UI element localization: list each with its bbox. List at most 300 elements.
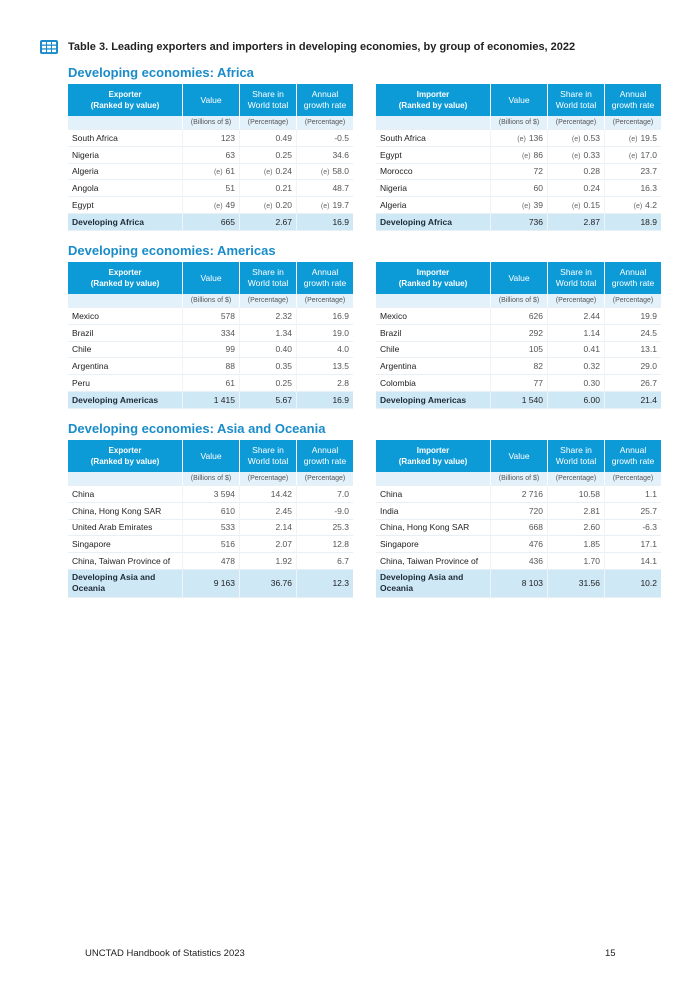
economy-name: Egypt xyxy=(68,197,182,214)
economy-name: United Arab Emirates xyxy=(68,520,182,537)
total-row xyxy=(68,392,353,409)
total-value: 1 415 xyxy=(182,392,239,409)
economy-name: China, Taiwan Province of xyxy=(376,553,490,570)
growth-text: 19.0 xyxy=(332,327,349,338)
growth-text: 12.8 xyxy=(332,539,349,550)
estimate-flag: (e) xyxy=(320,203,330,211)
value-cell xyxy=(490,342,547,359)
growth-text: 17.0 xyxy=(640,149,657,160)
header-growth: Annual growth rate xyxy=(604,84,661,116)
estimate-flag: (e) xyxy=(628,135,638,143)
header-exporter: Exporter (Ranked by value) xyxy=(68,262,182,294)
economy-name: Morocco xyxy=(376,164,490,181)
table-row xyxy=(376,147,661,164)
table-row xyxy=(376,308,661,325)
total-row xyxy=(376,570,661,598)
total-value: 8 103 xyxy=(490,570,547,598)
growth-text: -0.5 xyxy=(334,132,349,143)
value-text: 60 xyxy=(533,183,543,194)
growth-text: 6.7 xyxy=(337,556,349,567)
value-cell xyxy=(182,375,239,392)
table-row xyxy=(376,503,661,520)
share-cell xyxy=(547,358,604,375)
value-cell xyxy=(182,342,239,359)
share-text: 1.85 xyxy=(583,539,600,550)
growth-text: 4.0 xyxy=(337,344,349,355)
economy-name: Mexico xyxy=(68,308,182,325)
table-row xyxy=(68,486,353,503)
growth-cell xyxy=(604,130,661,147)
growth-cell xyxy=(604,503,661,520)
value-text: 123 xyxy=(220,132,235,143)
table-row xyxy=(68,503,353,520)
value-text: 334 xyxy=(220,327,235,338)
table-icon xyxy=(40,40,58,54)
growth-text: 19.7 xyxy=(332,200,349,211)
value-text: 668 xyxy=(528,522,543,533)
total-name: Developing Americas xyxy=(376,392,490,409)
share-text: 2.45 xyxy=(275,505,292,516)
value-cell xyxy=(182,180,239,197)
table-row xyxy=(68,308,353,325)
total-growth: 16.9 xyxy=(296,214,353,231)
share-text: 0.32 xyxy=(583,361,600,372)
growth-text: 16.9 xyxy=(332,310,349,321)
header-value: Value xyxy=(182,440,239,472)
economy-name: Nigeria xyxy=(376,180,490,197)
estimate-flag: (e) xyxy=(571,152,581,160)
value-text: 88 xyxy=(225,361,235,372)
exporters-table xyxy=(68,440,353,598)
value-cell xyxy=(490,553,547,570)
estimate-flag: (e) xyxy=(263,169,273,177)
economy-name: Colombia xyxy=(376,375,490,392)
header-exporter: Exporter (Ranked by value) xyxy=(68,440,182,472)
value-cell xyxy=(182,147,239,164)
share-cell xyxy=(547,536,604,553)
total-value: 736 xyxy=(490,214,547,231)
header-share: Share in World total xyxy=(239,262,296,294)
growth-cell xyxy=(296,130,353,147)
value-cell xyxy=(182,553,239,570)
share-text: 0.21 xyxy=(275,183,292,194)
table-row xyxy=(68,536,353,553)
exporters-table xyxy=(68,262,353,409)
growth-text: 17.1 xyxy=(640,539,657,550)
economy-name: Chile xyxy=(68,342,182,359)
value-cell xyxy=(490,180,547,197)
table-row xyxy=(376,553,661,570)
growth-text: 14.1 xyxy=(640,556,657,567)
value-cell xyxy=(182,308,239,325)
share-cell xyxy=(547,308,604,325)
total-growth: 12.3 xyxy=(296,570,353,598)
value-cell xyxy=(182,520,239,537)
share-cell xyxy=(547,553,604,570)
estimate-flag: (e) xyxy=(633,203,643,211)
header-share: Share in World total xyxy=(547,440,604,472)
share-text: 1.92 xyxy=(275,556,292,567)
value-text: 2 716 xyxy=(521,488,543,499)
value-text: 610 xyxy=(220,505,235,516)
total-name: Developing Africa xyxy=(68,214,182,231)
unit-value: (Billions of $) xyxy=(182,116,239,130)
value-text: 63 xyxy=(225,149,235,160)
value-text: 136 xyxy=(528,132,543,143)
growth-text: 34.6 xyxy=(332,149,349,160)
value-text: 516 xyxy=(220,539,235,550)
total-value: 665 xyxy=(182,214,239,231)
unit-value: (Billions of $) xyxy=(182,472,239,486)
growth-text: 58.0 xyxy=(332,166,349,177)
share-text: 10.58 xyxy=(578,488,600,499)
growth-text: 24.5 xyxy=(640,327,657,338)
unit-growth: (Percentage) xyxy=(604,294,661,308)
growth-cell xyxy=(296,180,353,197)
importers-table xyxy=(376,440,661,598)
total-share: 6.00 xyxy=(547,392,604,409)
growth-cell xyxy=(604,325,661,342)
table-row xyxy=(68,342,353,359)
economy-name: India xyxy=(376,503,490,520)
share-cell xyxy=(547,147,604,164)
economy-name: China, Hong Kong SAR xyxy=(68,503,182,520)
value-cell xyxy=(490,358,547,375)
growth-cell xyxy=(296,164,353,181)
footer-publication: UNCTAD Handbook of Statistics 2023 xyxy=(85,948,245,959)
table-row xyxy=(68,520,353,537)
share-text: 0.41 xyxy=(583,344,600,355)
economy-name: China, Taiwan Province of xyxy=(68,553,182,570)
total-row xyxy=(376,392,661,409)
table-row xyxy=(376,164,661,181)
growth-text: -9.0 xyxy=(334,505,349,516)
estimate-flag: (e) xyxy=(263,203,273,211)
share-text: 2.32 xyxy=(275,310,292,321)
growth-text: 16.3 xyxy=(640,183,657,194)
total-share: 2.87 xyxy=(547,214,604,231)
share-cell xyxy=(547,520,604,537)
economy-name: China, Hong Kong SAR xyxy=(376,520,490,537)
value-cell xyxy=(490,130,547,147)
share-text: 0.25 xyxy=(275,378,292,389)
unit-share: (Percentage) xyxy=(547,294,604,308)
value-text: 105 xyxy=(528,344,543,355)
growth-cell xyxy=(604,308,661,325)
estimate-flag: (e) xyxy=(213,203,223,211)
growth-text: 23.7 xyxy=(640,166,657,177)
exporters-table xyxy=(68,84,353,231)
header-share: Share in World total xyxy=(547,262,604,294)
growth-cell xyxy=(604,553,661,570)
header-share: Share in World total xyxy=(547,84,604,116)
growth-cell xyxy=(296,342,353,359)
unit-share: (Percentage) xyxy=(239,472,296,486)
economy-name: Angola xyxy=(68,180,182,197)
share-text: 0.33 xyxy=(583,149,600,160)
share-cell xyxy=(547,180,604,197)
growth-cell xyxy=(296,503,353,520)
table-row xyxy=(68,130,353,147)
value-cell xyxy=(490,375,547,392)
economy-name: Chile xyxy=(376,342,490,359)
share-text: 0.20 xyxy=(275,200,292,211)
share-cell xyxy=(239,503,296,520)
value-text: 3 594 xyxy=(213,488,235,499)
unit-share: (Percentage) xyxy=(547,116,604,130)
table-row xyxy=(376,536,661,553)
table-row xyxy=(68,180,353,197)
estimate-flag: (e) xyxy=(517,135,526,143)
table-row xyxy=(68,358,353,375)
table-row xyxy=(68,375,353,392)
importers-table xyxy=(376,262,661,409)
header-growth: Annual growth rate xyxy=(296,440,353,472)
economy-name: Peru xyxy=(68,375,182,392)
share-cell xyxy=(547,325,604,342)
share-text: 0.28 xyxy=(583,166,600,177)
estimate-flag: (e) xyxy=(521,203,531,211)
share-text: 1.34 xyxy=(275,327,292,338)
value-cell xyxy=(490,197,547,214)
growth-text: 7.0 xyxy=(337,488,349,499)
value-text: 39 xyxy=(533,200,543,211)
value-text: 61 xyxy=(225,378,235,389)
unit-value: (Billions of $) xyxy=(490,472,547,486)
growth-cell xyxy=(296,358,353,375)
total-growth: 16.9 xyxy=(296,392,353,409)
share-cell xyxy=(239,197,296,214)
growth-cell xyxy=(296,520,353,537)
growth-cell xyxy=(296,486,353,503)
unit-value: (Billions of $) xyxy=(490,116,547,130)
growth-cell xyxy=(604,197,661,214)
growth-text: 13.5 xyxy=(332,361,349,372)
header-share: Share in World total xyxy=(239,440,296,472)
share-text: 0.49 xyxy=(275,132,292,143)
growth-text: -6.3 xyxy=(642,522,657,533)
table-row xyxy=(376,375,661,392)
unit-value: (Billions of $) xyxy=(182,294,239,308)
total-name: Developing Americas xyxy=(68,392,182,409)
growth-text: 2.8 xyxy=(337,378,349,389)
table-row xyxy=(68,147,353,164)
share-text: 2.07 xyxy=(275,539,292,550)
growth-text: 13.1 xyxy=(640,344,657,355)
value-text: 86 xyxy=(533,149,543,160)
value-cell xyxy=(490,147,547,164)
economy-name: Argentina xyxy=(68,358,182,375)
economy-name: Argentina xyxy=(376,358,490,375)
value-text: 72 xyxy=(533,166,543,177)
value-cell xyxy=(182,325,239,342)
total-growth: 18.9 xyxy=(604,214,661,231)
growth-text: 25.7 xyxy=(640,505,657,516)
unit-blank xyxy=(376,294,490,308)
unit-blank xyxy=(68,116,182,130)
growth-cell xyxy=(296,325,353,342)
table-row xyxy=(376,342,661,359)
unit-share: (Percentage) xyxy=(547,472,604,486)
economy-name: Algeria xyxy=(68,164,182,181)
growth-text: 4.2 xyxy=(645,200,657,211)
growth-cell xyxy=(604,147,661,164)
unit-growth: (Percentage) xyxy=(604,116,661,130)
unit-growth: (Percentage) xyxy=(296,294,353,308)
value-cell xyxy=(182,197,239,214)
value-text: 51 xyxy=(225,183,235,194)
growth-cell xyxy=(604,342,661,359)
share-text: 0.40 xyxy=(275,344,292,355)
share-cell xyxy=(239,130,296,147)
economy-name: China xyxy=(376,486,490,503)
value-cell xyxy=(490,520,547,537)
share-text: 0.24 xyxy=(275,166,292,177)
value-text: 61 xyxy=(225,166,235,177)
estimate-flag: (e) xyxy=(320,169,330,177)
value-text: 626 xyxy=(528,310,543,321)
total-row xyxy=(376,214,661,231)
share-cell xyxy=(547,342,604,359)
page-title: Table 3. Leading exporters and importers in developing economies, by group of economies, 2022 xyxy=(68,41,576,53)
table-row xyxy=(376,197,661,214)
share-text: 0.35 xyxy=(275,361,292,372)
estimate-flag: (e) xyxy=(213,169,223,177)
share-cell xyxy=(547,375,604,392)
share-text: 1.14 xyxy=(583,327,600,338)
economy-name: Singapore xyxy=(68,536,182,553)
economy-name: South Africa xyxy=(68,130,182,147)
header-importer: Importer (Ranked by value) xyxy=(376,262,490,294)
header-value: Value xyxy=(182,84,239,116)
total-share: 2.67 xyxy=(239,214,296,231)
unit-growth: (Percentage) xyxy=(604,472,661,486)
table-row xyxy=(376,520,661,537)
growth-text: 26.7 xyxy=(640,378,657,389)
share-cell xyxy=(239,164,296,181)
share-cell xyxy=(239,147,296,164)
header-growth: Annual growth rate xyxy=(604,262,661,294)
growth-cell xyxy=(296,147,353,164)
economy-name: Algeria xyxy=(376,197,490,214)
economy-name: South Africa xyxy=(376,130,490,147)
value-cell xyxy=(490,486,547,503)
share-cell xyxy=(547,130,604,147)
total-name: Developing Africa xyxy=(376,214,490,231)
table-row xyxy=(376,130,661,147)
share-text: 14.42 xyxy=(270,488,292,499)
unit-blank xyxy=(68,294,182,308)
header-value: Value xyxy=(490,262,547,294)
value-cell xyxy=(490,503,547,520)
table-row xyxy=(68,325,353,342)
value-cell xyxy=(490,164,547,181)
share-text: 0.30 xyxy=(583,378,600,389)
section-title: Developing economies: Asia and Oceania xyxy=(68,421,326,436)
value-text: 77 xyxy=(533,378,543,389)
growth-text: 48.7 xyxy=(332,183,349,194)
total-share: 36.76 xyxy=(239,570,296,598)
header-share: Share in World total xyxy=(239,84,296,116)
value-text: 99 xyxy=(225,344,235,355)
share-cell xyxy=(547,486,604,503)
unit-blank xyxy=(68,472,182,486)
share-cell xyxy=(547,197,604,214)
table-row xyxy=(376,358,661,375)
header-exporter: Exporter (Ranked by value) xyxy=(68,84,182,116)
table-row xyxy=(376,486,661,503)
value-text: 578 xyxy=(220,310,235,321)
economy-name: Egypt xyxy=(376,147,490,164)
share-text: 0.53 xyxy=(583,132,600,143)
value-text: 292 xyxy=(528,327,543,338)
share-cell xyxy=(239,342,296,359)
growth-cell xyxy=(296,197,353,214)
share-cell xyxy=(239,553,296,570)
value-cell xyxy=(490,536,547,553)
share-cell xyxy=(547,164,604,181)
share-text: 2.44 xyxy=(583,310,600,321)
economy-name: Mexico xyxy=(376,308,490,325)
total-value: 1 540 xyxy=(490,392,547,409)
section-title: Developing economies: Africa xyxy=(68,65,254,80)
header-growth: Annual growth rate xyxy=(296,84,353,116)
value-cell xyxy=(182,358,239,375)
value-cell xyxy=(182,164,239,181)
total-share: 5.67 xyxy=(239,392,296,409)
growth-cell xyxy=(604,375,661,392)
value-text: 82 xyxy=(533,361,543,372)
header-value: Value xyxy=(490,84,547,116)
importers-table xyxy=(376,84,661,231)
share-text: 1.70 xyxy=(583,556,600,567)
growth-cell xyxy=(604,180,661,197)
header-growth: Annual growth rate xyxy=(604,440,661,472)
growth-text: 19.5 xyxy=(640,132,657,143)
total-value: 9 163 xyxy=(182,570,239,598)
title-row xyxy=(40,40,575,54)
share-text: 2.14 xyxy=(275,522,292,533)
header-value: Value xyxy=(182,262,239,294)
unit-share: (Percentage) xyxy=(239,294,296,308)
share-text: 0.25 xyxy=(275,149,292,160)
value-cell xyxy=(490,325,547,342)
economy-name: Brazil xyxy=(376,325,490,342)
total-name: Developing Asia and Oceania xyxy=(68,570,182,598)
value-text: 720 xyxy=(528,505,543,516)
economy-name: Nigeria xyxy=(68,147,182,164)
unit-blank xyxy=(376,116,490,130)
value-text: 436 xyxy=(528,556,543,567)
share-cell xyxy=(547,503,604,520)
header-growth: Annual growth rate xyxy=(296,262,353,294)
share-cell xyxy=(239,536,296,553)
share-cell xyxy=(239,325,296,342)
header-importer: Importer (Ranked by value) xyxy=(376,84,490,116)
footer-page-number: 15 xyxy=(605,948,616,959)
estimate-flag: (e) xyxy=(571,203,581,211)
table-row xyxy=(68,553,353,570)
total-share: 31.56 xyxy=(547,570,604,598)
value-cell xyxy=(182,130,239,147)
growth-text: 29.0 xyxy=(640,361,657,372)
total-growth: 10.2 xyxy=(604,570,661,598)
economy-name: Singapore xyxy=(376,536,490,553)
growth-text: 25.3 xyxy=(332,522,349,533)
header-importer: Importer (Ranked by value) xyxy=(376,440,490,472)
header-value: Value xyxy=(490,440,547,472)
economy-name: China xyxy=(68,486,182,503)
